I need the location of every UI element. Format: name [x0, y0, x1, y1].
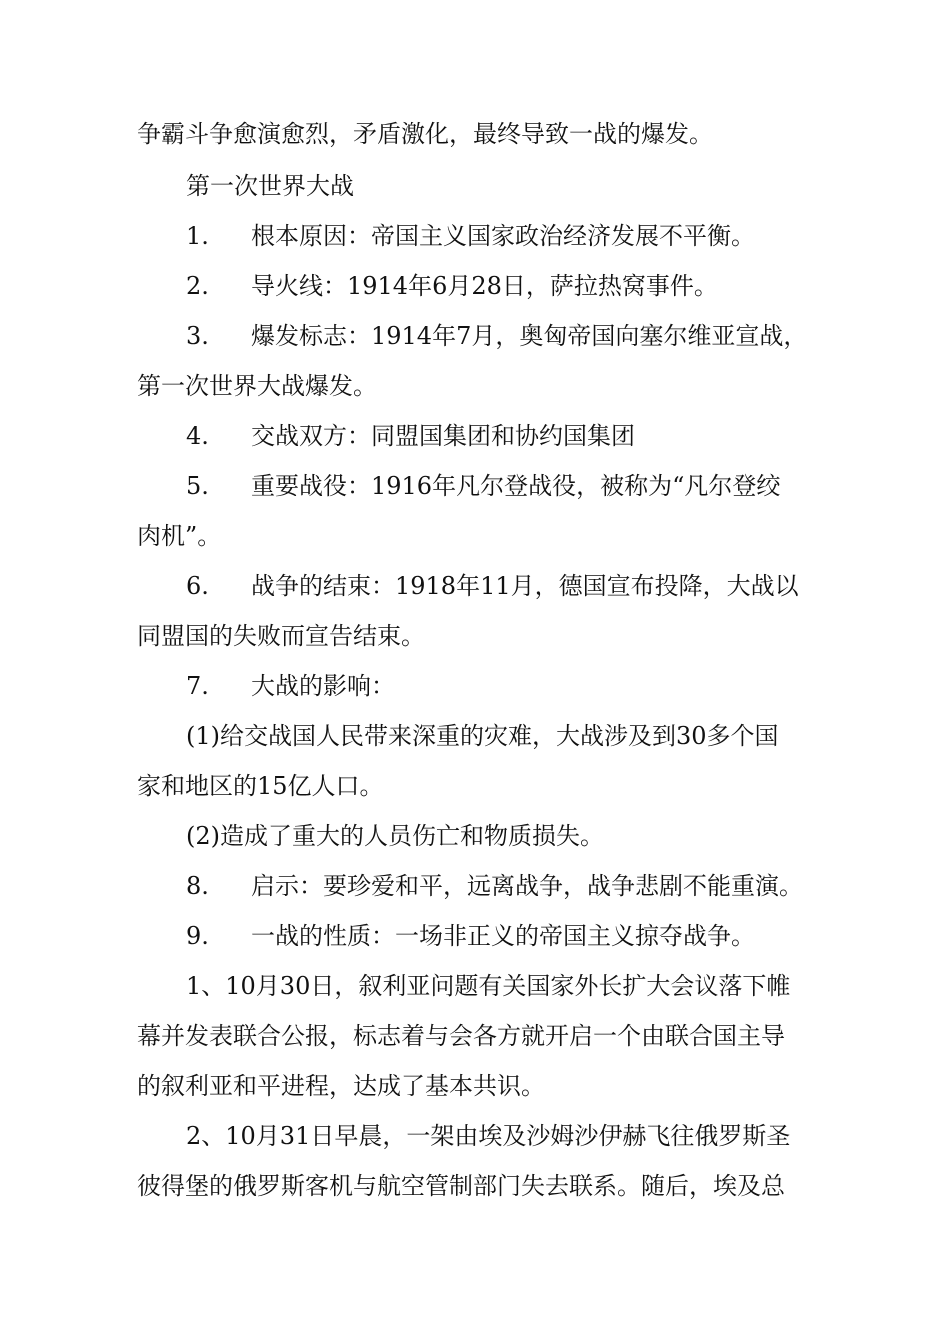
list-number: 8. — [186, 872, 209, 900]
list-number: 7. — [186, 672, 209, 700]
list-item — [0, 916, 950, 956]
list-item — [0, 666, 950, 706]
paragraph-line — [0, 1066, 950, 1106]
text-line: 1、10月30日，叙利亚问题有关国家外长扩大会议落下帷 — [186, 972, 791, 1000]
list-number: 4. — [186, 422, 209, 450]
list-item — [0, 316, 950, 356]
text-line: 争霸斗争愈演愈烈，矛盾激化，最终导致一战的爆发。 — [137, 120, 713, 148]
list-text: 交战双方：同盟国集团和协约国集团 — [251, 422, 635, 450]
heading-text: 第一次世界大战 — [186, 172, 354, 200]
text-line: (1)给交战国人民带来深重的灾难，大战涉及到30多个国 — [186, 722, 779, 750]
paragraph-line — [0, 966, 950, 1006]
paragraph-line — [0, 816, 950, 856]
text-line: 幕并发表联合公报，标志着与会各方就开启一个由联合国主导 — [137, 1022, 785, 1050]
paragraph-line — [0, 716, 950, 756]
list-number: 5. — [186, 472, 209, 500]
list-text: 一战的性质：一场非正义的帝国主义掠夺战争。 — [251, 922, 755, 950]
paragraph-line — [0, 516, 950, 556]
text-line: 家和地区的15亿人口。 — [137, 772, 384, 800]
paragraph-line — [0, 616, 950, 656]
list-text: 爆发标志：1914年7月，奥匈帝国向塞尔维亚宣战， — [251, 322, 808, 350]
section-heading — [0, 166, 950, 206]
list-number: 6. — [186, 572, 209, 600]
list-item — [0, 866, 950, 906]
list-number: 9. — [186, 922, 209, 950]
list-text: 战争的结束：1918年11月，德国宣布投降，大战以 — [251, 572, 799, 600]
list-item — [0, 466, 950, 506]
list-item — [0, 566, 950, 606]
paragraph-line — [0, 366, 950, 406]
paragraph-line — [0, 1166, 950, 1206]
text-line: 肉机”。 — [137, 522, 222, 550]
list-text: 导火线：1914年6月28日，萨拉热窝事件。 — [251, 272, 718, 300]
text-line: 彼得堡的俄罗斯客机与航空管制部门失去联系。随后，埃及总 — [137, 1172, 785, 1200]
list-text: 大战的影响： — [251, 672, 395, 700]
list-text: 重要战役：1916年凡尔登战役，被称为“凡尔登绞 — [251, 472, 781, 500]
list-item — [0, 266, 950, 306]
list-number: 1. — [186, 222, 209, 250]
paragraph-line — [0, 1016, 950, 1056]
list-number: 3. — [186, 322, 209, 350]
text-line: 同盟国的失败而宣告结束。 — [137, 622, 425, 650]
list-item — [0, 416, 950, 456]
text-line: 第一次世界大战爆发。 — [137, 372, 377, 400]
paragraph-line — [0, 114, 950, 154]
list-text: 根本原因：帝国主义国家政治经济发展不平衡。 — [251, 222, 755, 250]
text-line: (2)造成了重大的人员伤亡和物质损失。 — [186, 822, 604, 850]
list-text: 启示：要珍爱和平，远离战争，战争悲剧不能重演。 — [251, 872, 803, 900]
text-line: 的叙利亚和平进程，达成了基本共识。 — [137, 1072, 545, 1100]
text-line: 2、10月31日早晨，一架由埃及沙姆沙伊赫飞往俄罗斯圣 — [186, 1122, 791, 1150]
list-number: 2. — [186, 272, 209, 300]
paragraph-line — [0, 1116, 950, 1156]
list-item — [0, 216, 950, 256]
paragraph-line — [0, 766, 950, 806]
